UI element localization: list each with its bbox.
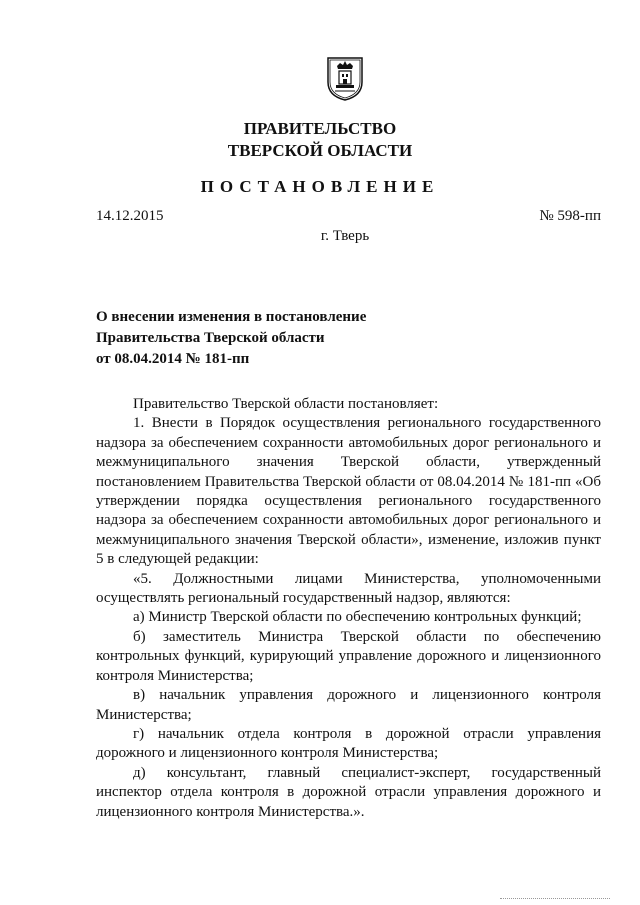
government-name-line2: ТВЕРСКОЙ ОБЛАСТИ [227, 141, 413, 160]
body-item-5: «5. Должностными лицами Министерства, уполномоченными осуществлять региональный государственный надзор, являются: [96, 570, 601, 607]
document-city: г. Тверь [320, 228, 370, 244]
body-subitem-a: а) Министр Тверской области по обеспечению контрольных функций; [133, 609, 582, 626]
subject-line: от 08.04.2014 № 181-пп [96, 351, 250, 367]
body-subitem-v: в) начальник управления дорожного и лицензионного контроля Министерства; [96, 687, 601, 723]
body-item-1: 1. Внести в Порядок осуществления регионального государственного надзора за обеспечением сохранности автомобильных дорог регионального и межмуниципального значения Тверской области, утвержденный постановлением Правительства Тверской области от 08.04.2014 № 181-пп «Об утверждении порядка осуществления регионального государственного надзора за обеспечением сохранности автомобильных дорог регионального и межмуниципального значения Тверской области», изменение, изложив пункт 5 в следующей редакции: [96, 415, 601, 568]
document-date: 14.12.2015 [96, 208, 164, 224]
document-number: № 598-пп [539, 208, 601, 224]
subject-line: О внесении изменения в постановление [96, 309, 367, 325]
document-body [96, 395, 601, 822]
page-edge-divider [500, 898, 610, 899]
subject-line: Правительства Тверской области [96, 330, 325, 346]
body-intro: Правительство Тверской области постановляет: [133, 396, 439, 412]
body-subitem-g: г) начальник отдела контроля в дорожной отрасли управления дорожного и лицензионного контроля Министерства; [96, 725, 601, 762]
body-subitem-d: д) консультант, главный специалист-эксперт, государственный инспектор отдела контроля в дорожной отрасли управления дорожного и лицензионного контроля Министерства.». [96, 764, 601, 820]
document-subject [96, 307, 366, 370]
government-name-line1: ПРАВИТЕЛЬСТВО [243, 119, 397, 138]
document-type: ПОСТАНОВЛЕНИЕ [200, 177, 440, 196]
tver-coat-of-arms-icon [325, 52, 365, 102]
body-subitem-b: б) заместитель Министра Тверской области по обеспечению контрольных функций, курирующий управление дорожного и лицензионного контроля Министерства; [96, 628, 601, 684]
